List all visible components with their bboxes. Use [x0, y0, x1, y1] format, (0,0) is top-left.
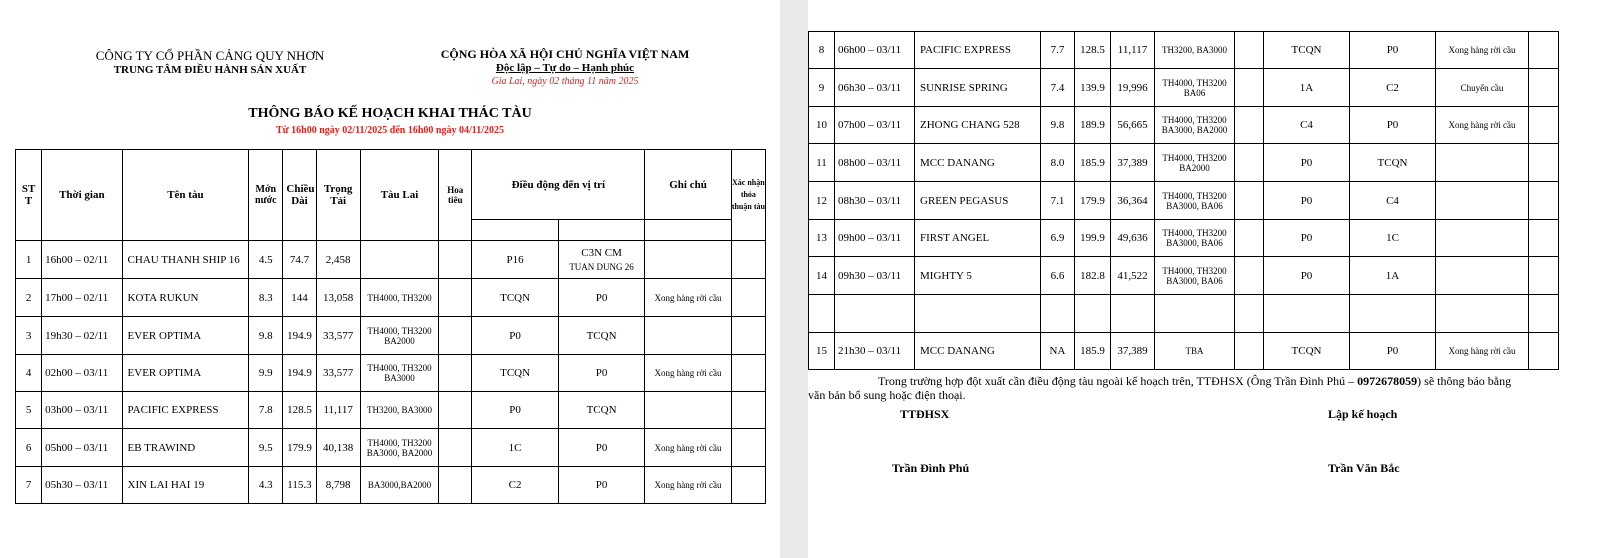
cell-stt: 6 [16, 429, 42, 467]
cell-ship: CHAU THANH SHIP 16 [122, 241, 249, 279]
table-row [16, 429, 766, 467]
cell-confirm [731, 429, 765, 467]
cell-length: 74.7 [283, 241, 316, 279]
cell-draft: 8.0 [1041, 144, 1075, 182]
cell-draft: 7.8 [249, 392, 283, 429]
table-row [16, 355, 766, 392]
cell-time: 07h00 – 03/11 [835, 107, 915, 144]
cell-to: P0 [558, 355, 644, 392]
cell-ship: PACIFIC EXPRESS [915, 32, 1041, 69]
cell-time: 16h00 – 02/11 [42, 241, 122, 279]
sign-left-name: Trần Đình Phú [892, 461, 970, 475]
cell-time: 05h30 – 03/11 [42, 467, 122, 504]
cell-note: Xong hàng rời cầu [645, 279, 731, 317]
cell-confirm [731, 467, 765, 504]
cell-tonnage: 8,798 [316, 467, 360, 504]
cell-confirm [1529, 220, 1559, 257]
cell-draft: 8.3 [249, 279, 283, 317]
cell-time [835, 295, 915, 333]
cell-length: 194.9 [283, 355, 316, 392]
cell-tonnage: 11,117 [1111, 32, 1155, 69]
cell-draft: NA [1041, 333, 1075, 370]
cell-tug: TBA [1155, 333, 1235, 370]
footer-note-a: Trong trường hợp đột xuất cần điều động tàu ngoài kế hoạch trên, TTĐHSX (Ông Trần Đình Phú – [878, 374, 1358, 388]
cell-stt: 8 [809, 32, 835, 69]
cell-to-line1: C3N CM [581, 247, 622, 259]
cell-draft: 4.5 [249, 241, 283, 279]
cell-time: 17h00 – 02/11 [42, 279, 122, 317]
cell-length [1075, 295, 1111, 333]
col-length: Chiều Dài [283, 150, 316, 241]
col-stt: ST T [16, 150, 42, 241]
col-tonnage: Trọng Tải [316, 150, 360, 241]
cell-time: 08h00 – 03/11 [835, 144, 915, 182]
cell-confirm [1529, 333, 1559, 370]
cell-time: 08h30 – 03/11 [835, 182, 915, 220]
republic-name: CỘNG HÒA XÃ HỘI CHỦ NGHĨA VIỆT NAM [440, 47, 690, 61]
cell-confirm [1529, 295, 1559, 333]
cell-confirm [1529, 144, 1559, 182]
cell-from: P16 [472, 241, 558, 279]
cell-stt: 2 [16, 279, 42, 317]
col-draft: Mớn nước [249, 150, 283, 241]
document-subtitle: Từ 16h00 ngày 02/11/2025 đến 16h00 ngày 04/11/2025 [276, 125, 504, 136]
cell-length: 179.9 [1075, 182, 1111, 220]
cell-tug: TH4000, TH3200 BA3000, BA06 [1155, 257, 1235, 295]
cell-confirm [1529, 257, 1559, 295]
cell-draft [1041, 295, 1075, 333]
cell-ship: KOTA RUKUN [122, 279, 249, 317]
cell-to: P0 [1350, 107, 1436, 144]
cell-tug: TH4000, TH3200 BA3000, BA06 [1155, 220, 1235, 257]
cell-confirm [731, 241, 765, 279]
cell-pilot [439, 317, 472, 355]
cell-from: P0 [1264, 182, 1350, 220]
cell-ship: ZHONG CHANG 528 [915, 107, 1041, 144]
cell-tug: TH4000, TH3200 BA3000 [360, 355, 438, 392]
cell-to: C4 [1350, 182, 1436, 220]
cell-tonnage: 56,665 [1111, 107, 1155, 144]
cell-pilot [439, 467, 472, 504]
cell-stt: 7 [16, 467, 42, 504]
cell-to: P0 [558, 467, 644, 504]
col-pilot: Hoa tiêu [439, 150, 472, 241]
cell-to: C2 [1350, 69, 1436, 107]
cell-note: Xong hàng rời cầu [645, 429, 731, 467]
cell-pilot [439, 355, 472, 392]
cell-pilot [439, 429, 472, 467]
cell-tonnage: 11,117 [316, 392, 360, 429]
cell-note [1436, 182, 1529, 220]
cell-confirm [1529, 182, 1559, 220]
cell-stt: 11 [809, 144, 835, 182]
cell-tonnage: 13,058 [316, 279, 360, 317]
cell-draft: 9.8 [249, 317, 283, 355]
cell-note [1436, 257, 1529, 295]
cell-time: 09h30 – 03/11 [835, 257, 915, 295]
cell-stt: 9 [809, 69, 835, 107]
table-row [809, 69, 1559, 107]
cell-ship: SUNRISE SPRING [915, 69, 1041, 107]
cell-from: C4 [1264, 107, 1350, 144]
cell-ship: MIGHTY 5 [915, 257, 1041, 295]
department-name: TRUNG TÂM ĐIỀU HÀNH SẢN XUẤT [113, 64, 307, 76]
cell-time: 03h00 – 03/11 [42, 392, 122, 429]
cell-draft: 9.9 [249, 355, 283, 392]
cell-length: 139.9 [1075, 69, 1111, 107]
cell-pilot [1235, 182, 1264, 220]
sign-left-title: TTĐHSX [900, 407, 950, 421]
schedule-table-2 [808, 31, 1559, 370]
cell-tonnage: 37,389 [1111, 333, 1155, 370]
company-header [60, 49, 360, 77]
cell-time: 09h00 – 03/11 [835, 220, 915, 257]
table-row [809, 107, 1559, 144]
cell-stt [809, 295, 835, 333]
cell-length: 182.8 [1075, 257, 1111, 295]
cell-ship: GREEN PEGASUS [915, 182, 1041, 220]
cell-time: 21h30 – 03/11 [835, 333, 915, 370]
place-date: Gia Lai, ngày 02 tháng 11 năm 2025 [491, 76, 639, 87]
cell-to: P0 [1350, 32, 1436, 69]
cell-from: TCQN [472, 279, 558, 317]
cell-to: P0 [558, 279, 644, 317]
republic-header [400, 47, 730, 89]
cell-note: Xong hàng rời cầu [1436, 32, 1529, 69]
table-row [809, 144, 1559, 182]
table-row [16, 467, 766, 504]
page-2 [808, 0, 1600, 558]
schedule-table-1 [15, 149, 766, 504]
col-ship: Tên tàu [122, 150, 249, 241]
cell-tug: TH3200, BA3000 [360, 392, 438, 429]
cell-to: P0 [1350, 333, 1436, 370]
cell-tug: TH4000, TH3200 BA3000, BA2000 [360, 429, 438, 467]
col-note: Ghi chú [645, 150, 731, 220]
cell-stt: 3 [16, 317, 42, 355]
cell-tonnage: 2,458 [316, 241, 360, 279]
cell-note [1436, 295, 1529, 333]
cell-tug: TH4000, TH3200 BA2000 [360, 317, 438, 355]
cell-to [558, 241, 644, 279]
cell-length: 128.5 [1075, 32, 1111, 69]
cell-ship: EVER OPTIMA [122, 355, 249, 392]
cell-stt: 14 [809, 257, 835, 295]
cell-ship: EB TRAWIND [122, 429, 249, 467]
cell-time: 06h30 – 03/11 [835, 69, 915, 107]
cell-pilot [1235, 69, 1264, 107]
cell-ship: EVER OPTIMA [122, 317, 249, 355]
cell-confirm [731, 279, 765, 317]
cell-from: 1A [1264, 69, 1350, 107]
cell-tug: TH4000, TH3200 BA2000 [1155, 144, 1235, 182]
cell-note [645, 392, 731, 429]
cell-draft: 6.6 [1041, 257, 1075, 295]
cell-ship [915, 295, 1041, 333]
cell-pilot [439, 241, 472, 279]
cell-length: 185.9 [1075, 333, 1111, 370]
cell-note [645, 317, 731, 355]
col-confirm: Xác nhận thỏa thuận tàu [731, 150, 765, 241]
cell-stt: 12 [809, 182, 835, 220]
cell-to-line2: TUAN DUNG 26 [569, 262, 634, 272]
cell-time: 06h00 – 03/11 [835, 32, 915, 69]
cell-from: TCQN [1264, 32, 1350, 69]
cell-to [1350, 295, 1436, 333]
cell-from: TCQN [472, 355, 558, 392]
table-row [809, 257, 1559, 295]
cell-stt: 13 [809, 220, 835, 257]
cell-note: Xong hàng rời cầu [1436, 107, 1529, 144]
cell-length: 185.9 [1075, 144, 1111, 182]
schedule-body-2 [809, 32, 1559, 370]
cell-tonnage: 19,996 [1111, 69, 1155, 107]
cell-ship: PACIFIC EXPRESS [122, 392, 249, 429]
col-time: Thời gian [42, 150, 122, 241]
sign-right-title: Lập kế hoạch [1328, 407, 1398, 421]
page-1 [0, 0, 780, 558]
cell-stt: 1 [16, 241, 42, 279]
cell-tug: BA3000,BA2000 [360, 467, 438, 504]
cell-tug: TH4000, TH3200 BA3000, BA2000 [1155, 107, 1235, 144]
cell-note [645, 241, 731, 279]
cell-tug [360, 241, 438, 279]
cell-length: 128.5 [283, 392, 316, 429]
table-row [16, 241, 766, 279]
col-berth: Điều động đến vị trí [472, 150, 645, 220]
cell-length: 189.9 [1075, 107, 1111, 144]
cell-tonnage: 33,577 [316, 355, 360, 392]
cell-confirm [731, 317, 765, 355]
cell-tug: TH3200, BA3000 [1155, 32, 1235, 69]
cell-pilot [1235, 257, 1264, 295]
cell-pilot [1235, 144, 1264, 182]
cell-confirm [1529, 32, 1559, 69]
cell-length: 144 [283, 279, 316, 317]
cell-tonnage: 36,364 [1111, 182, 1155, 220]
table-row [16, 279, 766, 317]
cell-tug: TH4000, TH3200 [360, 279, 438, 317]
cell-tonnage: 37,389 [1111, 144, 1155, 182]
cell-from: P0 [1264, 257, 1350, 295]
cell-time: 02h00 – 03/11 [42, 355, 122, 392]
cell-from: P0 [472, 317, 558, 355]
cell-ship: MCC DANANG [915, 333, 1041, 370]
cell-pilot [1235, 333, 1264, 370]
cell-time: 05h00 – 03/11 [42, 429, 122, 467]
cell-from: 1C [472, 429, 558, 467]
cell-note: Chuyển cầu [1436, 69, 1529, 107]
footer-note-c: văn bản bổ sung hoặc điện thoại. [808, 388, 966, 402]
cell-length: 199.9 [1075, 220, 1111, 257]
table-row [809, 333, 1559, 370]
company-name: CÔNG TY CỔ PHẦN CẢNG QUY NHƠN [95, 48, 325, 63]
footer-note-b: ) sẽ thông báo bằng [1417, 374, 1512, 388]
cell-note: Xong hàng rời cầu [645, 467, 731, 504]
cell-confirm [1529, 69, 1559, 107]
cell-pilot [439, 279, 472, 317]
cell-to: TCQN [1350, 144, 1436, 182]
cell-from [1264, 295, 1350, 333]
cell-tug: TH4000, TH3200 BA3000, BA06 [1155, 182, 1235, 220]
cell-pilot [1235, 295, 1264, 333]
schedule-body-1 [16, 241, 766, 504]
document-title-block [160, 106, 620, 136]
cell-note: Xong hàng rời cầu [1436, 333, 1529, 370]
cell-to: 1C [1350, 220, 1436, 257]
cell-draft: 9.8 [1041, 107, 1075, 144]
cell-draft: 7.7 [1041, 32, 1075, 69]
cell-stt: 10 [809, 107, 835, 144]
cell-draft: 7.4 [1041, 69, 1075, 107]
cell-length: 194.9 [283, 317, 316, 355]
cell-pilot [1235, 107, 1264, 144]
cell-tug: TH4000, TH3200 BA06 [1155, 69, 1235, 107]
cell-tonnage: 33,577 [316, 317, 360, 355]
cell-confirm [1529, 107, 1559, 144]
cell-tonnage: 41,522 [1111, 257, 1155, 295]
footer-note [878, 374, 1598, 388]
cell-from: C2 [472, 467, 558, 504]
cell-ship: XIN LAI HAI 19 [122, 467, 249, 504]
cell-pilot [1235, 220, 1264, 257]
cell-ship: FIRST ANGEL [915, 220, 1041, 257]
table-row [809, 182, 1559, 220]
cell-confirm [731, 392, 765, 429]
cell-draft: 9.5 [249, 429, 283, 467]
cell-tonnage [1111, 295, 1155, 333]
table-row [809, 32, 1559, 69]
cell-draft: 7.1 [1041, 182, 1075, 220]
col-tug: Tàu Lai [360, 150, 438, 241]
cell-tug [1155, 295, 1235, 333]
cell-draft: 4.3 [249, 467, 283, 504]
cell-pilot [1235, 32, 1264, 69]
cell-from: P0 [472, 392, 558, 429]
footer-phone: 0972678059 [1357, 374, 1418, 388]
cell-ship: MCC DANANG [915, 144, 1041, 182]
cell-confirm [731, 355, 765, 392]
cell-time: 19h30 – 02/11 [42, 317, 122, 355]
cell-to: TCQN [558, 317, 644, 355]
table-row [809, 295, 1559, 333]
table-row [16, 317, 766, 355]
cell-to: 1A [1350, 257, 1436, 295]
sign-right-name: Trần Văn Bắc [1328, 461, 1400, 475]
cell-note [1436, 220, 1529, 257]
cell-pilot [439, 392, 472, 429]
cell-note: Xong hàng rời cầu [645, 355, 731, 392]
cell-draft: 6.9 [1041, 220, 1075, 257]
cell-from: P0 [1264, 220, 1350, 257]
cell-tonnage: 49,636 [1111, 220, 1155, 257]
cell-to: P0 [558, 429, 644, 467]
cell-length: 115.3 [283, 467, 316, 504]
cell-stt: 15 [809, 333, 835, 370]
table-row [16, 392, 766, 429]
cell-length: 179.9 [283, 429, 316, 467]
cell-from: TCQN [1264, 333, 1350, 370]
table-row [809, 220, 1559, 257]
cell-stt: 4 [16, 355, 42, 392]
cell-tonnage: 40,138 [316, 429, 360, 467]
motto: Độc lập – Tự do – Hạnh phúc [495, 62, 635, 74]
document-title: THÔNG BÁO KẾ HOẠCH KHAI THÁC TÀU [248, 106, 532, 121]
cell-to: TCQN [558, 392, 644, 429]
cell-from: P0 [1264, 144, 1350, 182]
cell-note [1436, 144, 1529, 182]
cell-stt: 5 [16, 392, 42, 429]
